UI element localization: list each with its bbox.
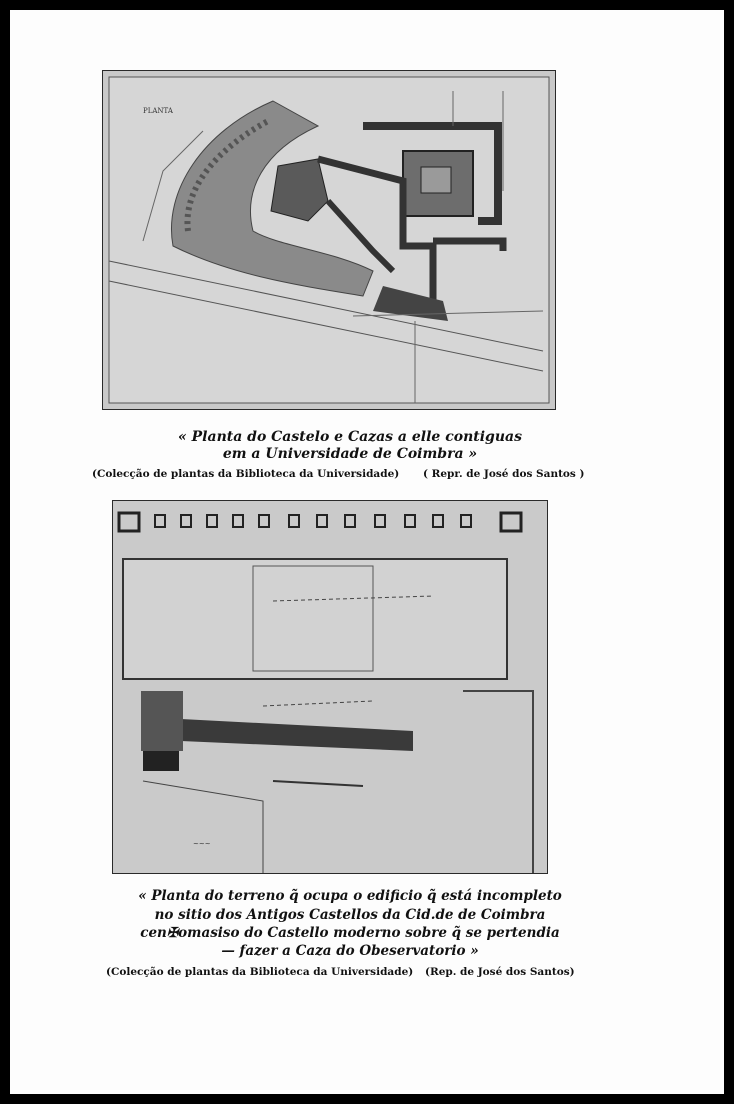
- svg-text:PLANTA: PLANTA: [143, 107, 173, 115]
- figure2-credit: (Rep. de José dos Santos): [425, 966, 575, 978]
- document-page: [10, 10, 724, 1094]
- castle-plan-drawing: [103, 71, 555, 409]
- figure1-source: (Colecção de plantas da Biblioteca da Universidade): [92, 468, 400, 480]
- figure2-caption-line1: « Planta do terreno q̃ ocupa o edificio q̃ está incompleto: [138, 888, 562, 904]
- figure2-caption-line4: — fazer a Caza do Obeservatorio »: [221, 943, 479, 959]
- figure2-source: (Colecção de plantas da Biblioteca da Universidade): [106, 966, 414, 978]
- castle-plan-figure: [102, 70, 556, 410]
- figure2-caption-line3: cen✠omasiso do Castello moderno sobre q̃ se pertendia: [140, 925, 560, 941]
- terrain-plan-figure: [112, 500, 548, 874]
- terrain-plan-drawing: [113, 501, 547, 873]
- figure2-caption-line2: no sitio dos Antigos Castellos da Cid.de de Coimbra: [154, 907, 546, 923]
- svg-text:~~~: ~~~: [193, 840, 211, 848]
- figure1-caption-line2: em a Universidade de Coimbra »: [222, 446, 478, 462]
- figure1-caption-line1: « Planta do Castelo e Cazas a elle contiguas: [178, 429, 522, 445]
- figure1-credit: ( Repr. de José dos Santos ): [423, 468, 585, 480]
